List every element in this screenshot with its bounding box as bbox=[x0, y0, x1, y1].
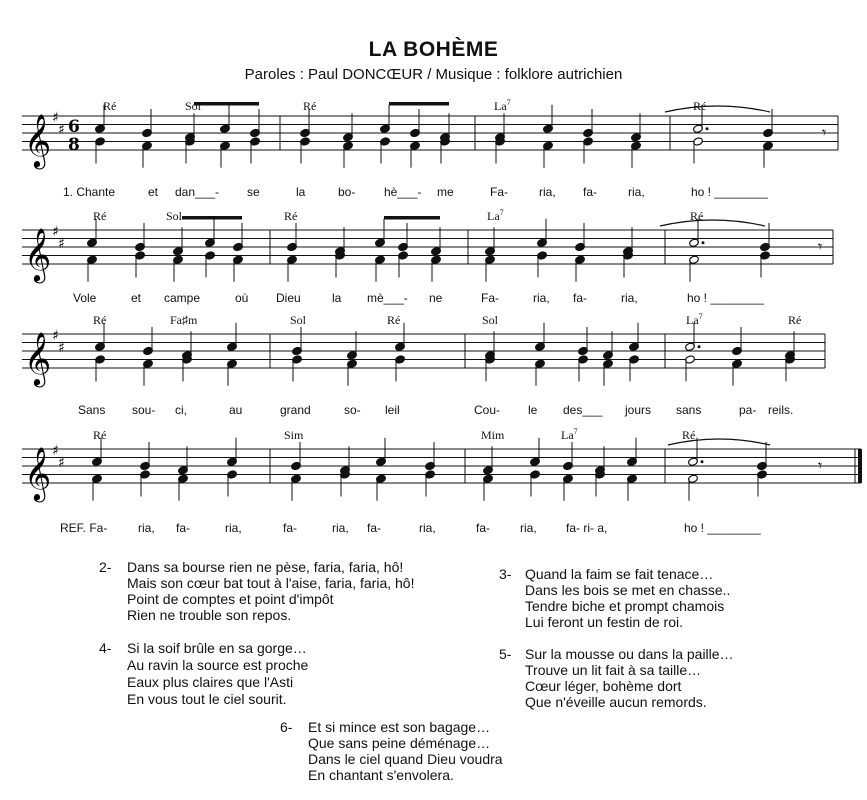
lyric-syllable: ne bbox=[429, 291, 443, 305]
lyric-syllable: pa- bbox=[739, 403, 757, 417]
music-system-4 bbox=[0, 427, 867, 555]
sharp-icon: ♯ bbox=[58, 236, 65, 252]
sharp-icon: ♯ bbox=[58, 340, 65, 356]
lyric-syllable: me bbox=[437, 185, 454, 199]
verse-3 bbox=[499, 566, 829, 636]
music-system-1 bbox=[0, 98, 867, 226]
lyric-syllable: et bbox=[148, 185, 159, 199]
verse-line: Au ravin la source est proche bbox=[127, 657, 309, 673]
staff-4 bbox=[0, 427, 867, 517]
tie bbox=[660, 220, 765, 226]
chord-symbol: Ré bbox=[93, 209, 107, 223]
sharp-icon: ♯ bbox=[52, 328, 59, 344]
verse-6 bbox=[280, 719, 600, 789]
chord-symbol: Ré bbox=[93, 428, 107, 442]
lyric-syllable: fa- bbox=[367, 521, 382, 535]
chord-symbol: Ré bbox=[693, 99, 707, 113]
verse-line: Dans le ciel quand Dieu voudra bbox=[308, 751, 503, 767]
dot bbox=[702, 241, 705, 244]
lyric-syllable: ria, bbox=[533, 291, 550, 305]
verse-number: 2- bbox=[99, 559, 112, 575]
time-signature-top: 6 bbox=[68, 117, 80, 137]
verse-line: Et si mince est son bagage… bbox=[308, 719, 491, 735]
lyric-syllable: ria, bbox=[225, 521, 242, 535]
song-credits: Paroles : Paul DONCŒUR / Musique : folklore autrichien bbox=[244, 66, 623, 83]
sharp-icon: ♯ bbox=[52, 443, 59, 459]
verse-number: 3- bbox=[499, 566, 512, 582]
chord-symbol: Sol bbox=[290, 313, 307, 327]
lyric-syllable: sans bbox=[676, 403, 702, 417]
lyric-syllable: le bbox=[528, 403, 538, 417]
lyric-syllable: reils. bbox=[768, 403, 794, 417]
chord-symbol: Ré bbox=[284, 209, 298, 223]
lyric-syllable: Fa- bbox=[490, 185, 508, 199]
chord-symbol: La$^7$ bbox=[494, 98, 511, 113]
verse-line: Quand la faim se fait tenace… bbox=[525, 566, 714, 582]
beam bbox=[194, 102, 259, 106]
chord-symbol: Ré bbox=[93, 313, 107, 327]
beam bbox=[389, 102, 449, 106]
chord-symbol: Ré bbox=[303, 99, 317, 113]
dot bbox=[701, 460, 704, 463]
verse-line: Point de comptes et point d'impôt bbox=[127, 591, 334, 607]
chord-symbol: La$^7$ bbox=[686, 312, 703, 327]
lyric-syllable: hè___- bbox=[384, 185, 422, 199]
eighth-rest-icon: 𝄾 bbox=[822, 123, 827, 143]
chord-symbol: Ré bbox=[788, 313, 802, 327]
lyric-syllable: ria, bbox=[138, 521, 155, 535]
treble-clef-icon: 𝄞 bbox=[24, 331, 52, 385]
lyric-syllable: so- bbox=[344, 403, 361, 417]
lyric-syllable: où bbox=[235, 291, 249, 305]
verse-line: Lui feront un festin de roi. bbox=[525, 614, 683, 630]
verse-number: 5- bbox=[499, 646, 512, 662]
verse-line: Tendre biche et prompt chamois bbox=[525, 598, 725, 614]
treble-clef-icon: 𝄞 bbox=[24, 446, 52, 500]
verse-line: Que sans peine déménage… bbox=[308, 735, 491, 751]
lyric-syllable: Cou- bbox=[474, 403, 501, 417]
lyric-syllable: dan___- bbox=[175, 185, 220, 199]
lyric-syllable: la bbox=[296, 185, 306, 199]
song-title: LA BOHÈME bbox=[368, 38, 499, 61]
lyric-syllable: ho ! ________ bbox=[684, 521, 761, 535]
lyric-syllable: sou- bbox=[132, 403, 156, 417]
verse-number: 6- bbox=[280, 719, 293, 735]
lyric-syllable: au bbox=[229, 403, 243, 417]
final-barline bbox=[858, 449, 862, 483]
lyric-syllable: Dieu bbox=[276, 291, 301, 305]
verse-line: Trouve un lit fait à sa taille… bbox=[525, 662, 702, 678]
chord-symbol: Sol bbox=[166, 209, 183, 223]
lyric-syllable: ria, bbox=[520, 521, 537, 535]
verse-line: Eaux plus claires que l'Asti bbox=[127, 674, 294, 690]
lyric-syllable: REF. Fa- bbox=[60, 521, 108, 535]
lyric-syllable: la bbox=[332, 291, 342, 305]
treble-clef-icon: 𝄞 bbox=[24, 227, 52, 281]
dot bbox=[698, 345, 701, 348]
chord-symbol: Sol bbox=[482, 313, 499, 327]
verse-line: Mais son cœur bat tout à l'aise, faria, faria, hô! bbox=[127, 575, 415, 591]
lyric-syllable: des___ bbox=[563, 403, 603, 417]
verse-line: En chantant s'envolera. bbox=[308, 767, 454, 783]
chord-symbol: Ré bbox=[682, 428, 696, 442]
time-signature-bottom: 8 bbox=[68, 135, 80, 155]
lyric-syllable: ho ! ________ bbox=[687, 291, 764, 305]
staff-2 bbox=[0, 208, 867, 298]
chord-symbol: Ré bbox=[103, 99, 117, 113]
lyric-syllable: ho ! ________ bbox=[691, 185, 768, 199]
lyric-syllable: ria, bbox=[539, 185, 556, 199]
lyric-syllable: Fa- bbox=[481, 291, 499, 305]
lyric-syllable: mè___- bbox=[367, 291, 408, 305]
sharp-icon: ♯ bbox=[52, 224, 59, 240]
chord-symbol: Ré bbox=[690, 209, 704, 223]
lyric-syllable: ria, bbox=[332, 521, 349, 535]
music-system-3 bbox=[0, 312, 867, 440]
dot bbox=[706, 127, 709, 130]
lyric-syllable: ria, bbox=[419, 521, 436, 535]
sharp-icon: ♯ bbox=[58, 455, 65, 471]
lyric-syllable: fa- bbox=[583, 185, 598, 199]
verse-4 bbox=[99, 640, 499, 710]
lyric-syllable: et bbox=[131, 291, 142, 305]
beam bbox=[182, 216, 242, 220]
lyric-syllable: fa- ri- a, bbox=[566, 521, 608, 535]
lyric-syllable: bo- bbox=[338, 185, 356, 199]
sharp-icon: ♯ bbox=[52, 110, 59, 126]
verse-line: Dans les bois se met en chasse.. bbox=[525, 582, 731, 598]
lyric-syllable: ci, bbox=[175, 403, 187, 417]
tie bbox=[665, 106, 770, 112]
verse-line: En vous tout le ciel sourit. bbox=[127, 691, 287, 707]
verse-line: Sur la mousse ou dans la paille… bbox=[525, 646, 734, 662]
chord-symbol: Sim bbox=[284, 428, 304, 442]
lyric-syllable: fa- bbox=[573, 291, 588, 305]
verse-line: Cœur léger, bohème dort bbox=[525, 678, 682, 694]
lyric-syllable: ria, bbox=[621, 291, 638, 305]
chord-symbol: Mim bbox=[481, 428, 505, 442]
verse-number: 4- bbox=[99, 640, 112, 656]
sharp-icon: ♯ bbox=[58, 122, 65, 138]
verse-line: Rien ne trouble son repos. bbox=[127, 607, 292, 623]
treble-clef-icon: 𝄞 bbox=[24, 113, 52, 167]
staff-1 bbox=[0, 98, 867, 188]
verse-5 bbox=[499, 646, 829, 716]
eighth-rest-icon: 𝄾 bbox=[818, 237, 823, 257]
chord-symbol: La$^7$ bbox=[561, 427, 578, 442]
chord-symbol: Ré bbox=[387, 313, 401, 327]
lyric-syllable: grand bbox=[280, 403, 311, 417]
verse-line: Si la soif brûle en sa gorge… bbox=[127, 640, 307, 656]
verse-line: Dans sa bourse rien ne pèse, faria, faria, hô! bbox=[127, 559, 404, 575]
lyric-syllable: campe bbox=[164, 291, 201, 305]
eighth-rest-icon: 𝄾 bbox=[818, 456, 823, 476]
verse-2 bbox=[99, 559, 499, 629]
verse-line: Que n'éveille aucun remords. bbox=[525, 694, 707, 710]
chord-symbol: La$^7$ bbox=[487, 208, 504, 223]
lyric-syllable: se bbox=[247, 185, 260, 199]
lyric-syllable: ria, bbox=[628, 185, 645, 199]
lyric-syllable: Vole bbox=[73, 291, 97, 305]
staff-3 bbox=[0, 312, 867, 402]
beam bbox=[384, 216, 440, 220]
lyric-syllable: fa- bbox=[476, 521, 491, 535]
lyric-syllable: jours bbox=[625, 403, 652, 417]
lyric-syllable: 1. Chante bbox=[63, 185, 116, 199]
lyric-syllable: leil bbox=[385, 403, 400, 417]
chord-symbol: Fa♯m bbox=[170, 313, 198, 327]
chord-symbol: Sol bbox=[185, 99, 202, 113]
lyric-syllable: fa- bbox=[176, 521, 191, 535]
lyric-syllable: Sans bbox=[78, 403, 106, 417]
lyric-syllable: fa- bbox=[283, 521, 298, 535]
